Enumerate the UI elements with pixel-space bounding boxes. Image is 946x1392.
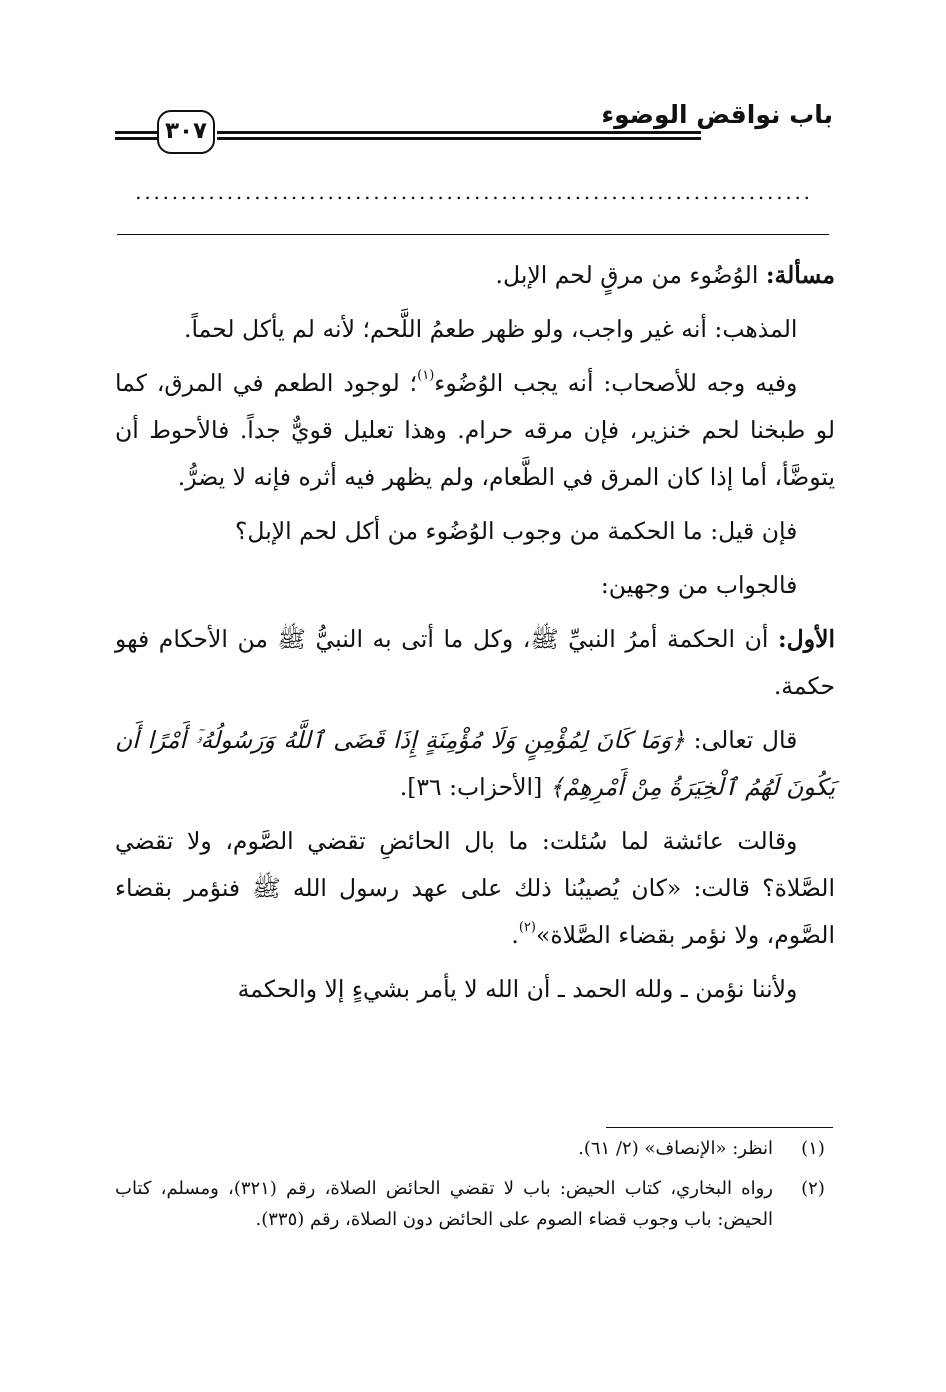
- footnote-number: (١): [801, 1138, 825, 1159]
- footnote-ref[interactable]: (١): [417, 368, 435, 383]
- paragraph-text: أن الحكمة أمرُ النبيِّ ﷺ، وكل ما أتى به النبيُّ ﷺ من الأحكام فهو حكمة.: [115, 625, 835, 700]
- paragraph-text: الوُضُوء من مرقٍ لحم الإبل.: [495, 261, 766, 289]
- paragraph: [115, 306, 835, 353]
- paragraph-lead: مسألة:: [765, 261, 835, 289]
- page-header: [115, 92, 833, 162]
- paragraph-text: [الأحزاب: ٣٦].: [399, 773, 550, 801]
- paragraph: [115, 966, 835, 1013]
- paragraph: [115, 252, 835, 299]
- paragraph: [115, 818, 835, 959]
- paragraph: [115, 508, 835, 555]
- paragraph-text: ولأننا نؤمن ـ ولله الحمد ـ أن الله لا يأمر بشيءٍ إلا والحكمة: [237, 975, 798, 1003]
- quran-quote: ﴿وَمَا كَانَ لِمُؤْمِنٍ وَلَا مُؤْمِنَةٍ إِذَا قَضَى ٱللَّهُ وَرَسُولُهُۥٓ أَمْرًا أَن يَكُونَ لَهُمُ ٱلْخِيَرَةُ مِنْ أَمْرِهِمْ﴾: [115, 726, 835, 801]
- footnote-number: (٢): [801, 1178, 825, 1199]
- paragraph-text: فإن قيل: ما الحكمة من وجوب الوُضُوء من أكل لحم الإبل؟: [234, 517, 798, 545]
- paragraph: [115, 717, 835, 811]
- header-rule: [115, 137, 157, 140]
- paragraph-text: فالجواب من وجهين:: [600, 571, 798, 599]
- footnote-text: انظر: «الإنصاف» (٢/ ٦١).: [578, 1138, 773, 1159]
- paragraph-lead: الأول:: [777, 625, 835, 653]
- paragraph: [115, 360, 835, 501]
- footnotes: [115, 1133, 833, 1244]
- content-divider: [117, 234, 829, 235]
- paragraph: [115, 562, 835, 609]
- paragraph: [115, 616, 835, 710]
- paragraph-text: .: [511, 921, 519, 949]
- footnote-divider: [606, 1127, 833, 1128]
- running-title: باب نواقض الوضوء: [601, 100, 833, 129]
- header-rule: [115, 131, 157, 134]
- page-number: ٣٠٧: [157, 110, 215, 154]
- footnote-ref[interactable]: (٢): [518, 920, 536, 935]
- footnote: [115, 1173, 833, 1235]
- paragraph-text: ؛ لوجود الطعم في المرق، كما لو طبخنا لحم خنزير، فإن مرقه حرام. وهذا تعليل قويٌّ جداً. فالأحوط أن يتوضَّأ، أما إذا كان المرق في الطَّعام، ولم يظهر فيه أثره فإنه لا يضرُّ.: [115, 369, 835, 491]
- main-text: [115, 252, 835, 1020]
- dotted-separator: ..........................................................................: [135, 182, 813, 204]
- paragraph-text: وقالت عائشة لما سُئلت: ما بال الحائضِ تقضي الصَّوم، ولا تقضي الصَّلاة؟ قالت: «كان يُصيبُنا ذلك على عهد رسول الله ﷺ فنؤمر بقضاء الصَّوم، ولا نؤمر بقضاء الصَّلاة»: [115, 827, 835, 949]
- header-rule: [217, 131, 701, 134]
- header-rule: [217, 137, 701, 140]
- footnote-text: رواه البخاري، كتاب الحيض: باب لا تقضي الحائض الصلاة، رقم (٣٢١)، ومسلم، كتاب الحيض: باب وجوب قضاء الصوم على الحائض دون الصلاة، رقم (٣٣٥).: [115, 1178, 773, 1230]
- paragraph-text: قال تعالى:: [685, 726, 798, 754]
- paragraph-text: المذهب: أنه غير واجب، ولو ظهر طعمُ اللَّحم؛ لأنه لم يأكل لحماً.: [184, 315, 798, 343]
- footnote: [115, 1133, 833, 1164]
- paragraph-text: وفيه وجه للأصحاب: أنه يجب الوُضُوء: [434, 369, 798, 397]
